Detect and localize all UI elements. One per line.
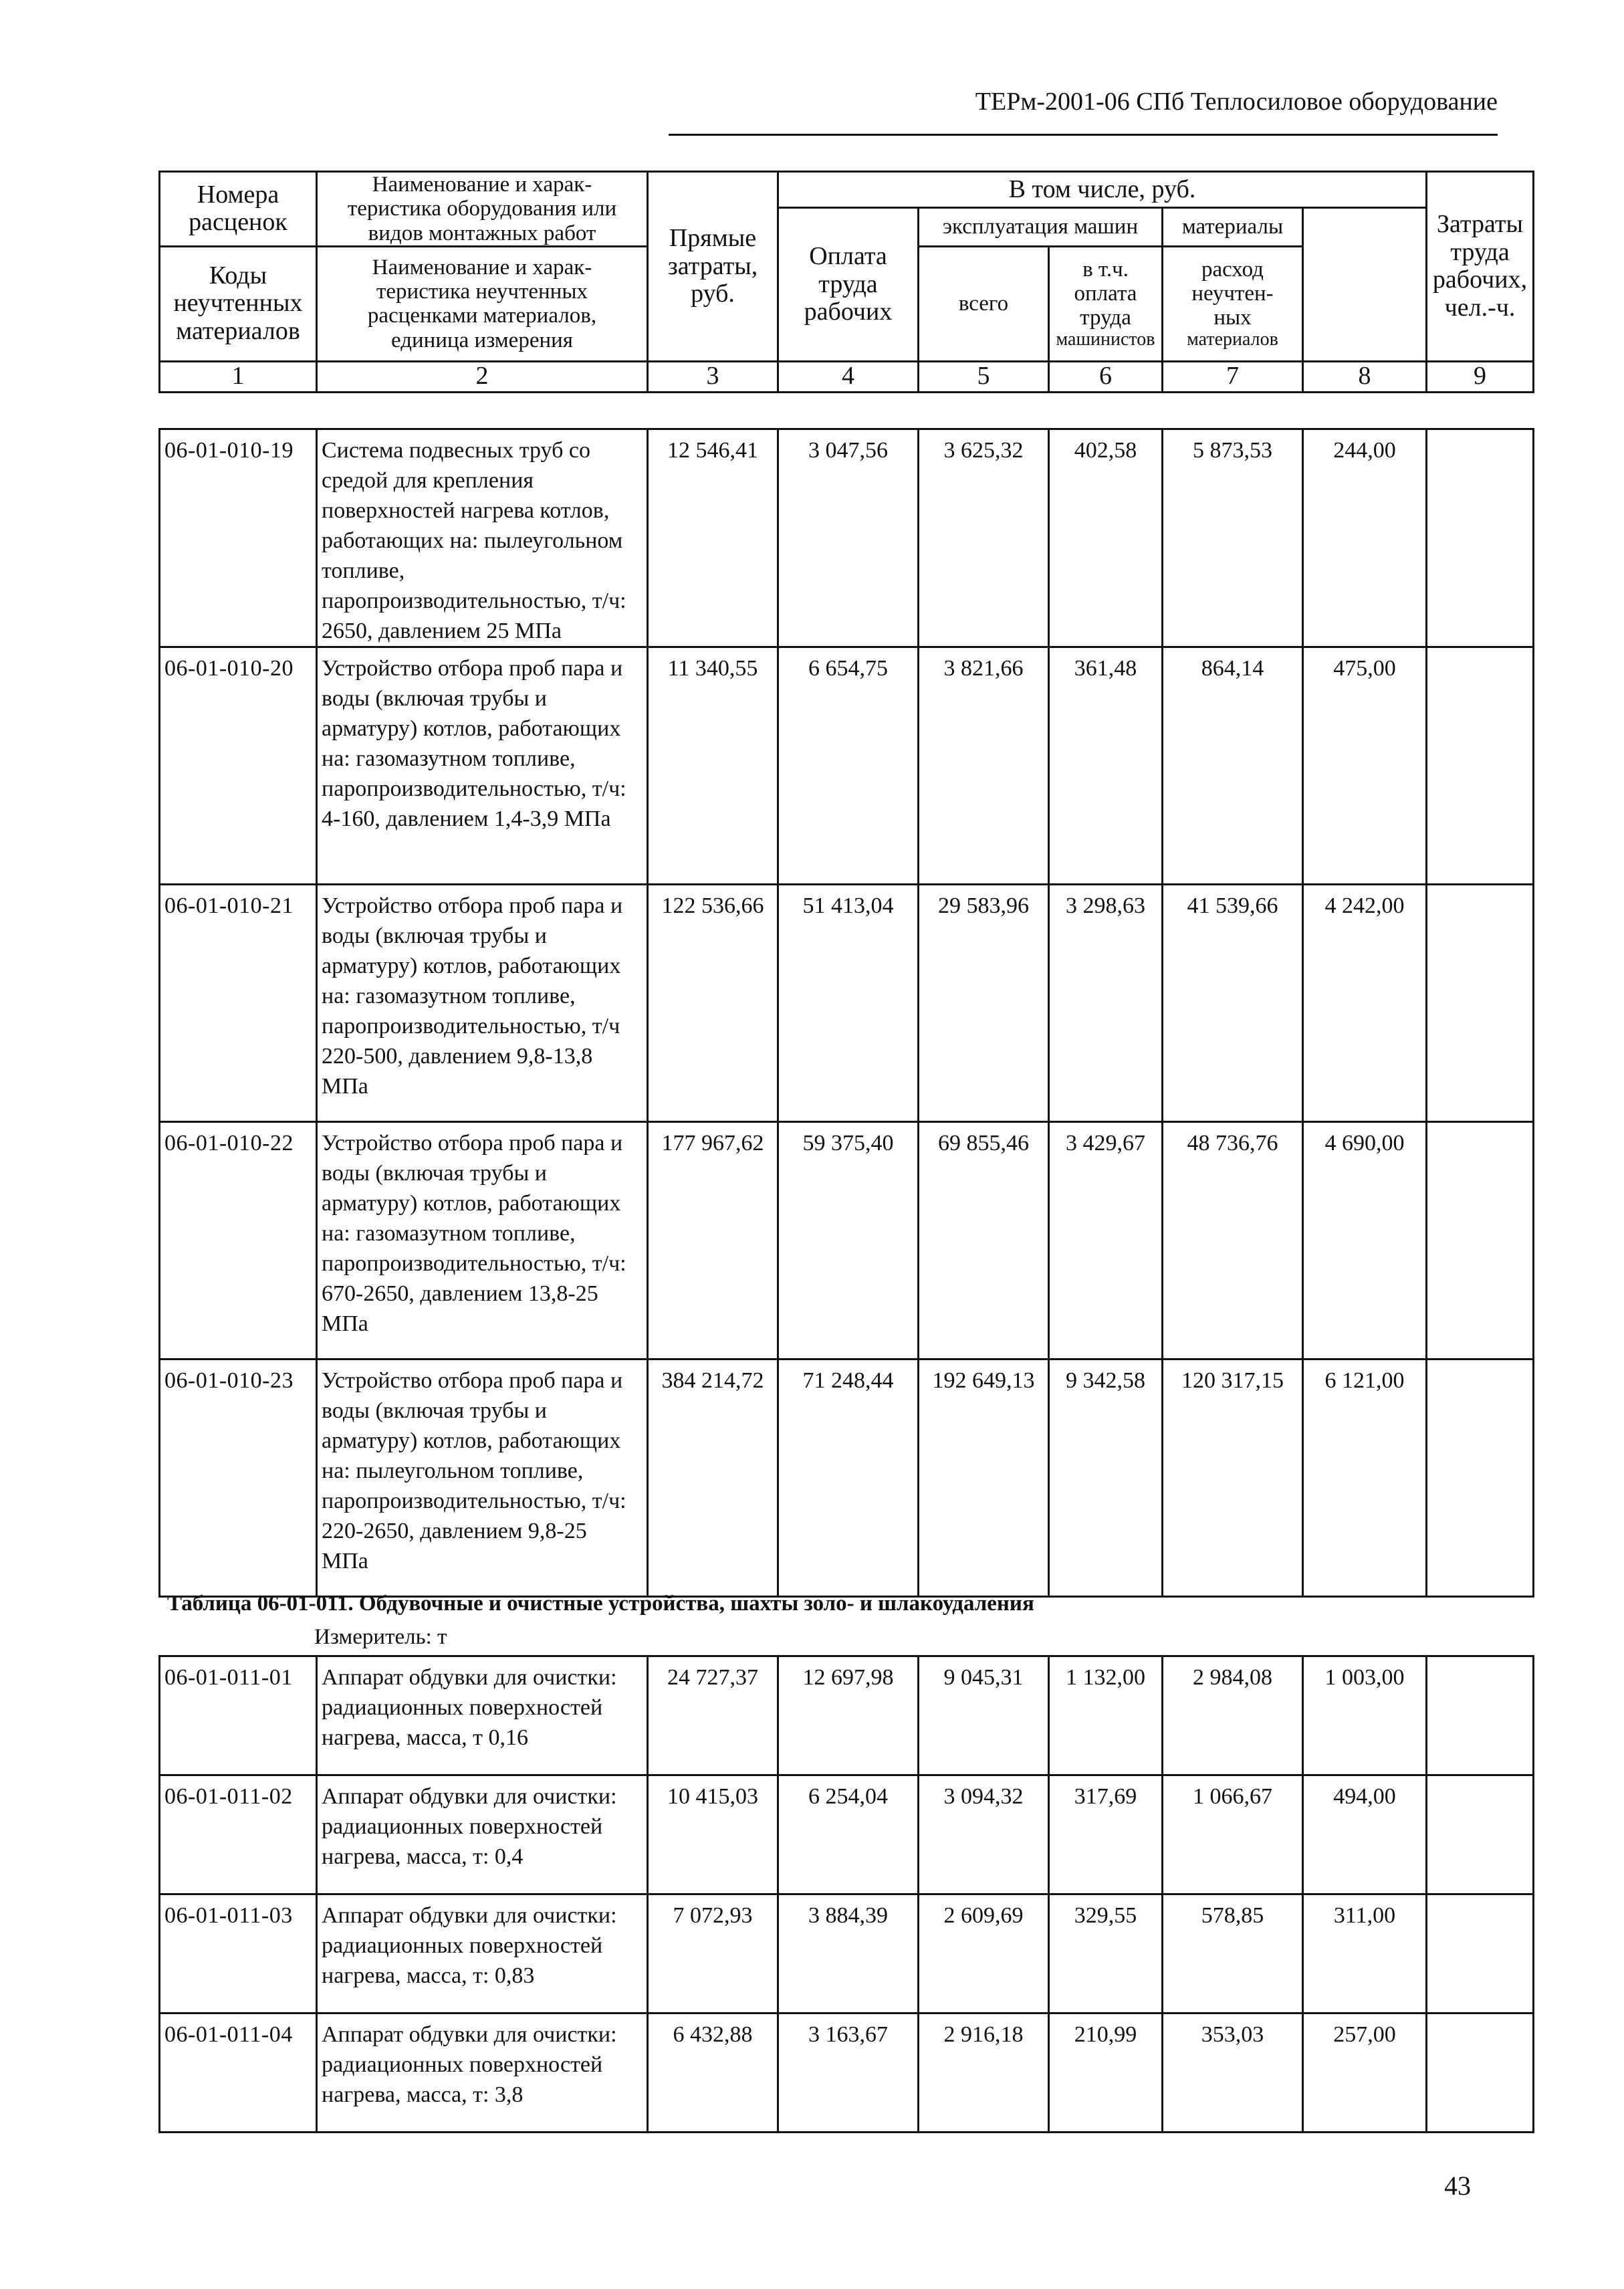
table-caption: Таблица 06-01-011. Обдувочные и очистные устройства, шахты золо- и шлакоудаления xyxy=(167,1592,1034,1616)
row-mach-cell: 29 583,96 xyxy=(919,885,1049,1122)
row-name-line: работающих на: пылеугольном xyxy=(322,528,623,553)
row-name-line: паропроизводительностью, т/ч: xyxy=(322,776,626,801)
header-cell-machines-total: всего xyxy=(919,246,1049,361)
row-labor-cell: 71 248,44 xyxy=(778,1359,919,1597)
table-row xyxy=(160,647,1534,885)
row-name-line: арматуру) котлов, работающих xyxy=(322,716,621,741)
row-mat-cell: 5 873,53 xyxy=(1163,429,1303,647)
row-mass-cell xyxy=(1427,2013,1534,2133)
table-row xyxy=(160,885,1534,1122)
row-mat-cell: 2 984,08 xyxy=(1163,1656,1303,1775)
table-row xyxy=(160,429,1534,647)
table-row xyxy=(160,1894,1534,2013)
row-code-cell: 06-01-011-03 xyxy=(160,1894,317,2013)
row-name-line: арматуру) котлов, работающих xyxy=(322,1428,621,1453)
page-number: 43 xyxy=(1444,2171,1471,2201)
row-hours-cell: 257,00 xyxy=(1303,2013,1427,2133)
row-mach-labor-cell: 210,99 xyxy=(1049,2013,1163,2133)
row-name-line: паропроизводительностью, т/ч: xyxy=(322,1251,626,1276)
table-row xyxy=(160,2013,1534,2133)
row-name-line: Устройство отбора проб пара и xyxy=(322,893,623,918)
row-name-line: воды (включая трубы и xyxy=(322,1398,547,1423)
header-cell-codes: Коды неучтенных материалов xyxy=(160,246,317,361)
row-mach-labor-cell: 3 298,63 xyxy=(1049,885,1163,1122)
header-cell-material-consumption: расход неучтен- ных материалов xyxy=(1163,246,1303,361)
row-direct-cell: 11 340,55 xyxy=(648,647,778,885)
row-code-cell: 06-01-010-19 xyxy=(160,429,317,647)
row-name-cell xyxy=(317,1359,648,1597)
row-name-line: нагрева, масса, т: 3,8 xyxy=(322,2082,524,2107)
row-direct-cell: 7 072,93 xyxy=(648,1894,778,2013)
row-name-line: Устройство отбора проб пара и xyxy=(322,656,623,681)
row-mass-cell xyxy=(1427,1359,1534,1597)
row-name-line: Аппарат обдувки для очистки: xyxy=(322,2022,617,2047)
row-name-line: воды (включая трубы и xyxy=(322,686,547,711)
row-mach-cell: 9 045,31 xyxy=(919,1656,1049,1775)
running-header: ТЕРм-2001-06 СПб Теплосиловое оборудование xyxy=(975,88,1498,116)
row-direct-cell: 177 967,62 xyxy=(648,1122,778,1359)
row-name-cell xyxy=(317,429,648,647)
row-mach-cell: 192 649,13 xyxy=(919,1359,1049,1597)
row-name-line: воды (включая трубы и xyxy=(322,923,547,948)
row-mat-cell: 48 736,76 xyxy=(1163,1122,1303,1359)
header-cell-labor-hours: Затраты труда рабочих, чел.-ч. xyxy=(1427,172,1534,362)
row-name-line: Устройство отбора проб пара и xyxy=(322,1131,623,1156)
row-mach-labor-cell: 1 132,00 xyxy=(1049,1656,1163,1775)
row-name-line: арматуру) котлов, работающих xyxy=(322,1191,621,1216)
row-name-line: 4-160, давлением 1,4-3,9 МПа xyxy=(322,806,611,831)
row-name-line: нагрева, масса, т 0,16 xyxy=(322,1725,528,1750)
row-direct-cell: 10 415,03 xyxy=(648,1775,778,1894)
header-cell-rate-number: Номера расценок xyxy=(160,172,317,247)
row-mass-cell xyxy=(1427,885,1534,1122)
row-code-cell: 06-01-011-04 xyxy=(160,2013,317,2133)
row-name-cell xyxy=(317,1894,648,2013)
row-mass-cell xyxy=(1427,1775,1534,1894)
row-hours-cell: 6 121,00 xyxy=(1303,1359,1427,1597)
row-mass-cell xyxy=(1427,647,1534,885)
row-name-line: топливе, xyxy=(322,558,405,583)
row-mach-labor-cell: 361,48 xyxy=(1049,647,1163,885)
row-name-line: на: пылеугольном топливе, xyxy=(322,1458,584,1483)
header-number-1: 1 xyxy=(160,361,317,392)
row-mach-labor-cell: 9 342,58 xyxy=(1049,1359,1163,1597)
row-direct-cell: 24 727,37 xyxy=(648,1656,778,1775)
row-name-line: воды (включая трубы и xyxy=(322,1161,547,1186)
row-name-line: нагрева, масса, т: 0,83 xyxy=(322,1963,535,1988)
row-code-cell: 06-01-011-01 xyxy=(160,1656,317,1775)
row-name-line: на: газомазутном топливе, xyxy=(322,746,576,771)
row-mach-cell: 3 625,32 xyxy=(919,429,1049,647)
row-name-line: Устройство отбора проб пара и xyxy=(322,1368,623,1393)
row-name-line: МПа xyxy=(322,1549,368,1573)
row-name-line: на: газомазутном топливе, xyxy=(322,1221,576,1246)
table-row xyxy=(160,1122,1534,1359)
row-mach-labor-cell: 3 429,67 xyxy=(1049,1122,1163,1359)
row-mass-cell xyxy=(1427,429,1534,647)
row-mach-cell: 2 916,18 xyxy=(919,2013,1049,2133)
header-number-3: 3 xyxy=(648,361,778,392)
row-mat-cell: 1 066,67 xyxy=(1163,1775,1303,1894)
row-code-cell: 06-01-010-22 xyxy=(160,1122,317,1359)
row-code-cell: 06-01-010-23 xyxy=(160,1359,317,1597)
row-name-line: Аппарат обдувки для очистки: xyxy=(322,1784,617,1809)
row-mat-cell: 864,14 xyxy=(1163,647,1303,885)
header-number-5: 5 xyxy=(919,361,1049,392)
row-name-line: поверхностей нагрева котлов, xyxy=(322,498,610,523)
header-number-8: 8 xyxy=(1303,361,1427,392)
row-labor-cell: 6 254,04 xyxy=(778,1775,919,1894)
row-code-cell: 06-01-010-20 xyxy=(160,647,317,885)
header-number-2: 2 xyxy=(317,361,648,392)
row-code-cell: 06-01-011-02 xyxy=(160,1775,317,1894)
table-row xyxy=(160,1656,1534,1775)
row-hours-cell: 244,00 xyxy=(1303,429,1427,647)
header-rule xyxy=(669,134,1498,136)
measure-unit: Измеритель: т xyxy=(314,1625,447,1649)
header-number-6: 6 xyxy=(1049,361,1163,392)
row-mass-cell xyxy=(1427,1894,1534,2013)
row-name-line: Аппарат обдувки для очистки: xyxy=(322,1665,617,1690)
header-cell-operator-pay: в т.ч. оплата труда машинистов xyxy=(1049,246,1163,361)
rates-table-06-01-010 xyxy=(158,428,1534,1598)
row-code-cell: 06-01-010-21 xyxy=(160,885,317,1122)
row-hours-cell: 4 690,00 xyxy=(1303,1122,1427,1359)
row-name-cell xyxy=(317,885,648,1122)
row-mach-labor-cell: 402,58 xyxy=(1049,429,1163,647)
header-cell-direct-costs: Прямые затраты, руб. xyxy=(648,172,778,362)
header-number-7: 7 xyxy=(1163,361,1303,392)
row-name-line: МПа xyxy=(322,1074,368,1099)
row-labor-cell: 3 163,67 xyxy=(778,2013,919,2133)
row-name-line: нагрева, масса, т: 0,4 xyxy=(322,1844,524,1869)
table-row xyxy=(160,1359,1534,1597)
row-mach-cell: 3 821,66 xyxy=(919,647,1049,885)
row-direct-cell: 6 432,88 xyxy=(648,2013,778,2133)
header-cell-worker-pay: Оплата труда рабочих xyxy=(778,208,919,362)
row-name-cell xyxy=(317,1775,648,1894)
row-hours-cell: 494,00 xyxy=(1303,1775,1427,1894)
header-cell-materials: материалы xyxy=(1163,208,1303,247)
table-header xyxy=(158,171,1534,393)
row-direct-cell: 12 546,41 xyxy=(648,429,778,647)
row-name-line: паропроизводительностью, т/ч: xyxy=(322,1489,626,1513)
row-name-cell xyxy=(317,1122,648,1359)
row-name-line: паропроизводительностью, т/ч: xyxy=(322,588,626,613)
header-cell-machines: эксплуатация машин xyxy=(919,208,1163,247)
row-name-cell xyxy=(317,2013,648,2133)
row-name-line: радиационных поверхностей xyxy=(322,2052,603,2077)
row-name-line: арматуру) котлов, работающих xyxy=(322,954,621,978)
row-labor-cell: 51 413,04 xyxy=(778,885,919,1122)
row-mass-cell xyxy=(1427,1656,1534,1775)
row-hours-cell: 4 242,00 xyxy=(1303,885,1427,1122)
row-name-cell xyxy=(317,647,648,885)
header-cell-work-name: Наименование и харак- теристика оборудования или видов монтажных работ xyxy=(317,172,648,247)
row-name-line: на: газомазутном топливе, xyxy=(322,984,576,1008)
header-cell-including-group: В том числе, руб. xyxy=(778,172,1427,208)
row-name-line: 220-500, давлением 9,8-13,8 xyxy=(322,1044,593,1069)
row-direct-cell: 384 214,72 xyxy=(648,1359,778,1597)
row-name-line: 2650, давлением 25 МПа xyxy=(322,619,562,643)
row-name-line: радиационных поверхностей xyxy=(322,1814,603,1839)
row-mat-cell: 353,03 xyxy=(1163,2013,1303,2133)
row-mach-cell: 2 609,69 xyxy=(919,1894,1049,2013)
row-name-line: Аппарат обдувки для очистки: xyxy=(322,1903,617,1928)
row-name-line: 670-2650, давлением 13,8-25 xyxy=(322,1281,598,1306)
row-hours-cell: 1 003,00 xyxy=(1303,1656,1427,1775)
row-mach-labor-cell: 317,69 xyxy=(1049,1775,1163,1894)
row-labor-cell: 59 375,40 xyxy=(778,1122,919,1359)
row-mach-labor-cell: 329,55 xyxy=(1049,1894,1163,2013)
row-labor-cell: 3 884,39 xyxy=(778,1894,919,2013)
table-row xyxy=(160,1775,1534,1894)
header-number-9: 9 xyxy=(1427,361,1534,392)
row-hours-cell: 475,00 xyxy=(1303,647,1427,885)
row-mach-cell: 3 094,32 xyxy=(919,1775,1049,1894)
row-mat-cell: 41 539,66 xyxy=(1163,885,1303,1122)
row-name-line: радиационных поверхностей xyxy=(322,1695,603,1720)
rates-table-06-01-011 xyxy=(158,1655,1534,2133)
row-mach-cell: 69 855,46 xyxy=(919,1122,1049,1359)
row-name-line: радиационных поверхностей xyxy=(322,1933,603,1958)
row-mat-cell: 120 317,15 xyxy=(1163,1359,1303,1597)
row-name-line: Система подвесных труб со xyxy=(322,438,590,463)
header-number-4: 4 xyxy=(778,361,919,392)
row-mass-cell xyxy=(1427,1122,1534,1359)
row-labor-cell: 6 654,75 xyxy=(778,647,919,885)
row-name-line: 220-2650, давлением 9,8-25 xyxy=(322,1519,587,1543)
row-labor-cell: 3 047,56 xyxy=(778,429,919,647)
row-name-cell xyxy=(317,1656,648,1775)
row-name-line: средой для крепления xyxy=(322,468,534,493)
row-name-line: паропроизводительностью, т/ч xyxy=(322,1014,620,1039)
row-mat-cell: 578,85 xyxy=(1163,1894,1303,2013)
row-hours-cell: 311,00 xyxy=(1303,1894,1427,2013)
row-labor-cell: 12 697,98 xyxy=(778,1656,919,1775)
header-cell-materials-name: Наименование и харак- теристика неучтенных расценками материалов, единица измерения xyxy=(317,246,648,361)
row-name-line: МПа xyxy=(322,1311,368,1336)
row-direct-cell: 122 536,66 xyxy=(648,885,778,1122)
